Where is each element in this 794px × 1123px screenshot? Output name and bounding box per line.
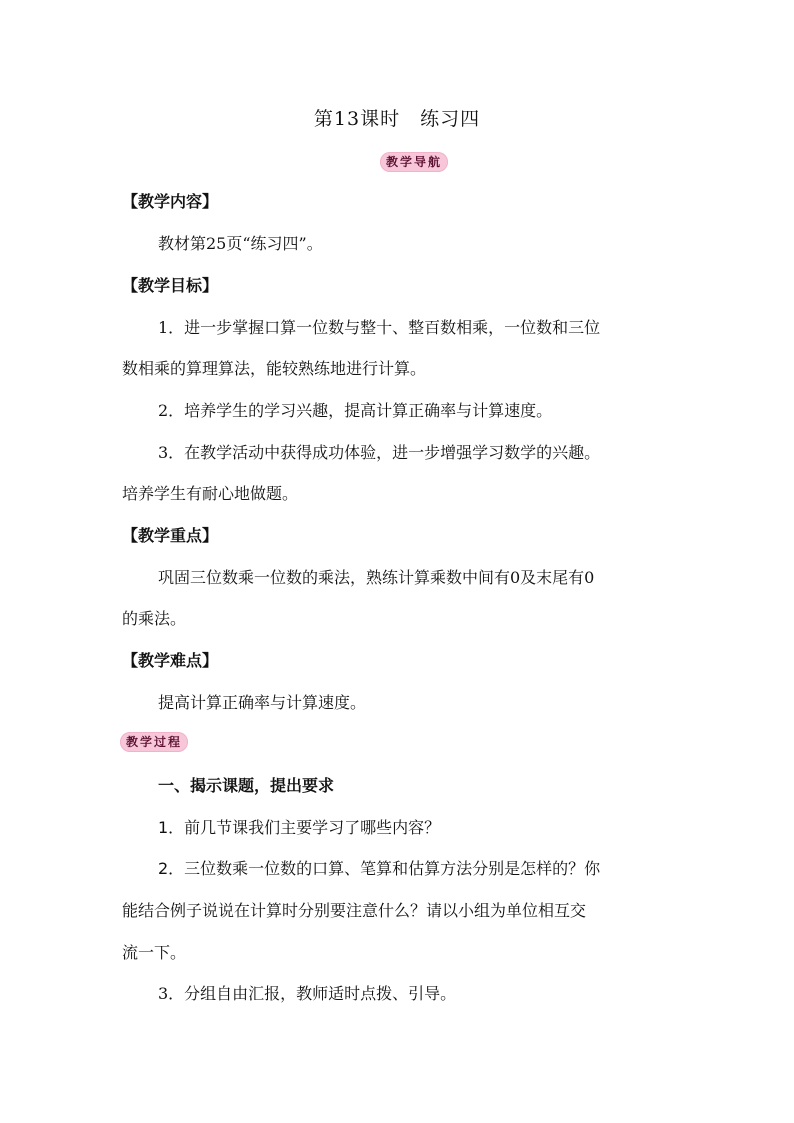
process-question-2-line-3: 流一下。: [122, 943, 187, 962]
key-points-heading: 【教学重点】: [122, 526, 219, 545]
content-heading: 【教学内容】: [122, 192, 219, 211]
process-question-1: 1．前几节课我们主要学习了哪些内容？: [158, 818, 441, 837]
goal-3-line-2: 培养学生有耐心地做题。: [122, 484, 299, 503]
goal-3-line-1: 3．在教学活动中获得成功体验，进一步增强学习数学的兴趣。: [158, 443, 601, 462]
process-question-2-line-2: 能结合例子说说在计算时分别要注意什么？请以小组为单位相互交: [122, 901, 587, 920]
content-text: 教材第25页“练习四”。: [158, 234, 323, 253]
process-question-2-line-1: 2．三位数乘一位数的口算、笔算和估算方法分别是怎样的？你: [158, 859, 601, 878]
difficulty-text: 提高计算正确率与计算速度。: [158, 693, 367, 712]
difficulty-heading: 【教学难点】: [122, 651, 219, 670]
goal-1-line-1: 1．进一步掌握口算一位数与整十、整百数相乘，一位数和三位: [158, 318, 601, 337]
goals-heading: 【教学目标】: [122, 276, 219, 295]
key-points-line-1: 巩固三位数乘一位数的乘法，熟练计算乘数中间有0及末尾有0: [158, 568, 595, 587]
goal-1-line-2: 数相乘的算理算法，能较熟练地进行计算。: [122, 359, 427, 378]
page-title: [0, 104, 794, 131]
lesson-name: 练习四: [420, 108, 481, 130]
lesson-number: 第13课时: [313, 108, 401, 130]
process-part-1-heading: 一、揭示课题，提出要求: [158, 776, 335, 795]
key-points-line-2: 的乘法。: [122, 609, 187, 628]
teaching-nav-badge: 教学导航: [380, 152, 448, 172]
process-question-3: 3．分组自由汇报，教师适时点拨、引导。: [158, 984, 457, 1003]
teaching-process-badge: 教学过程: [120, 732, 188, 752]
goal-2: 2．培养学生的学习兴趣，提高计算正确率与计算速度。: [158, 401, 553, 420]
